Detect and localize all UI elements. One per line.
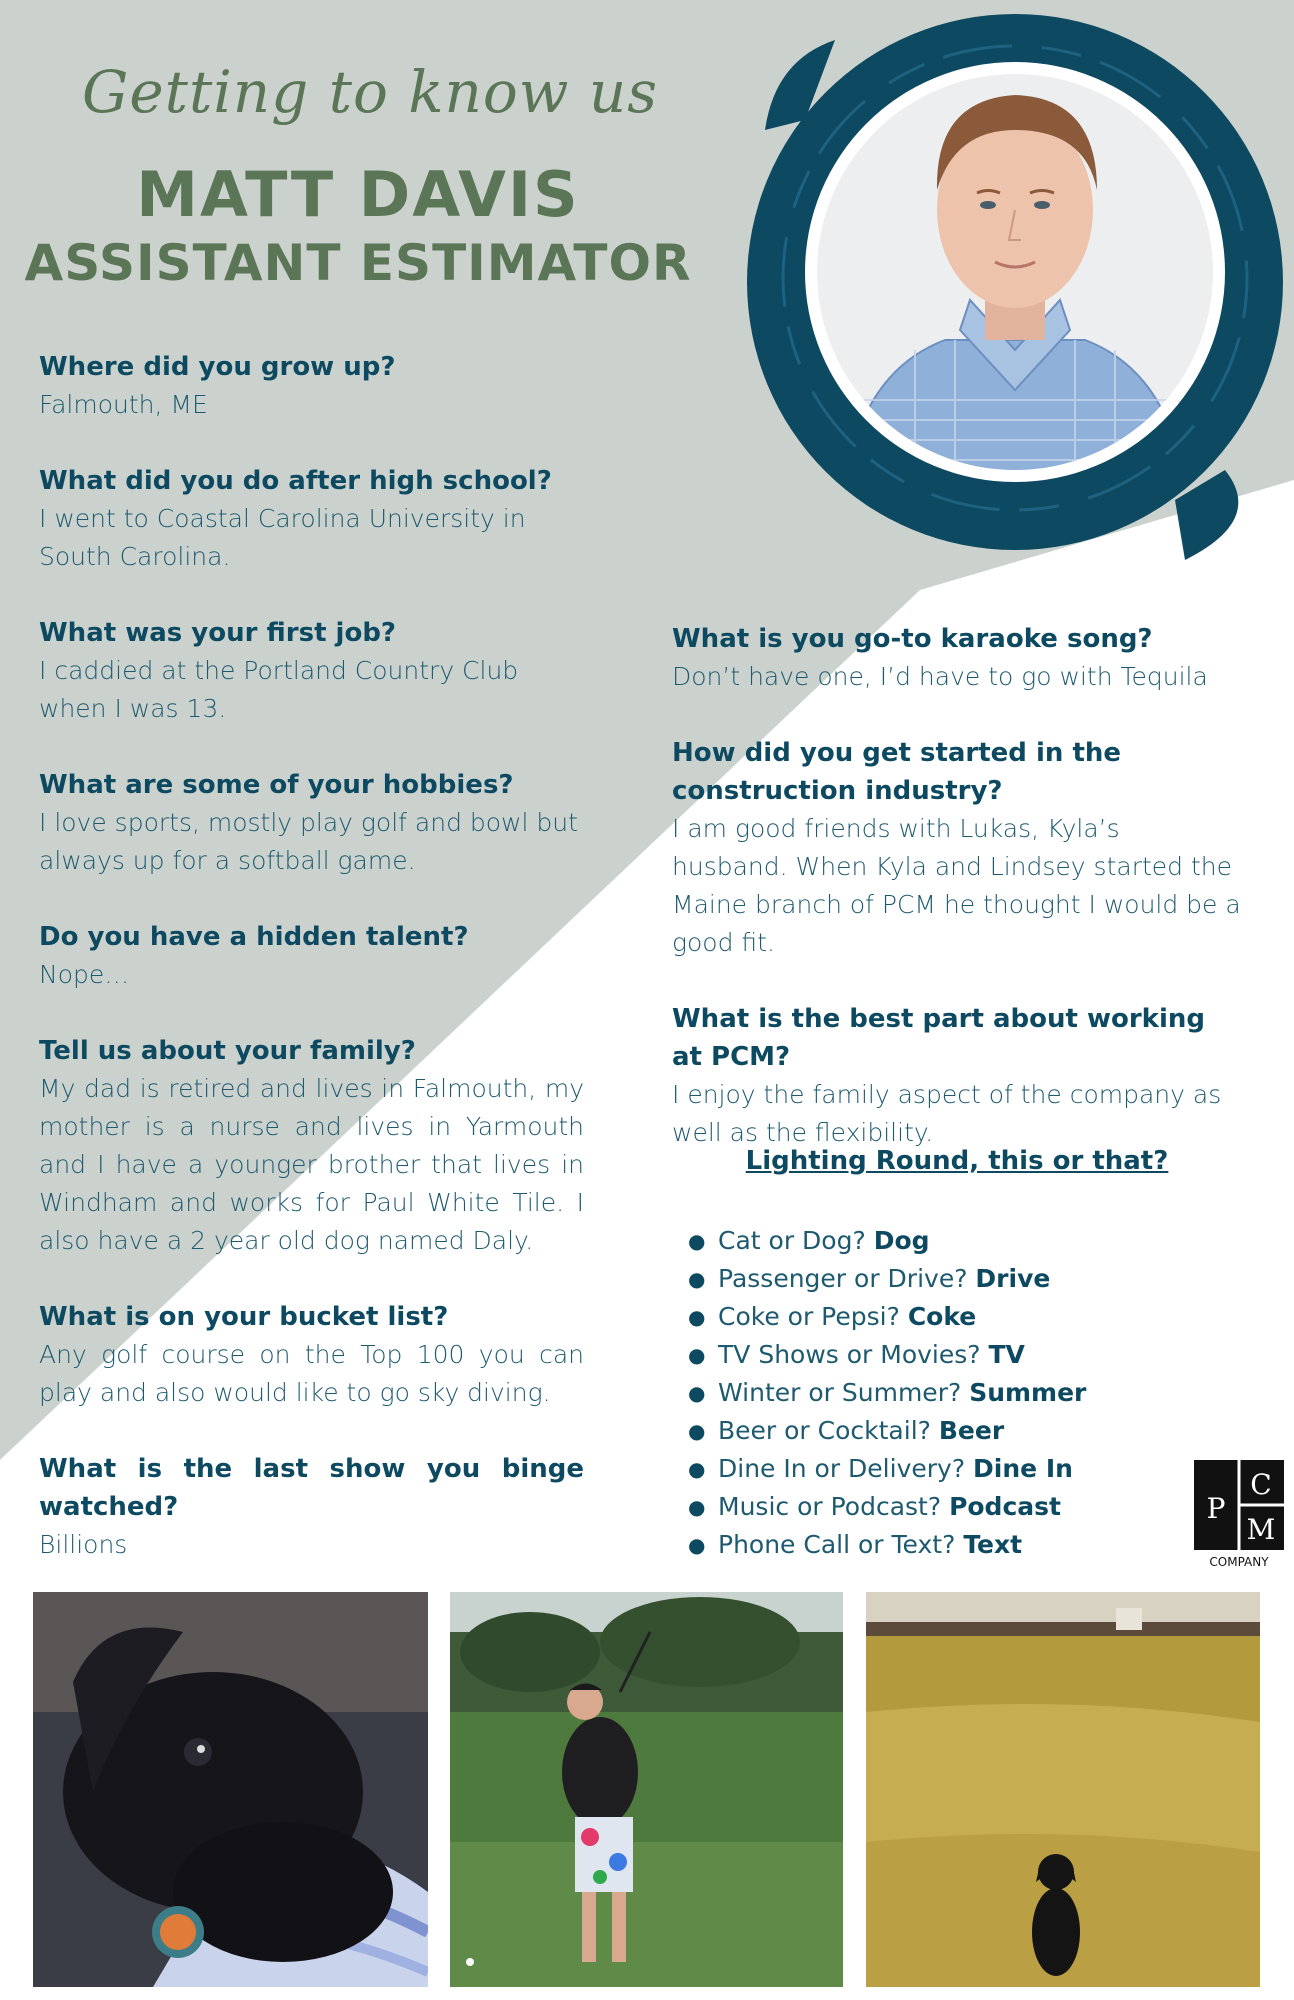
bullet-icon: ● xyxy=(688,1267,706,1291)
item-answer: Coke xyxy=(907,1302,977,1331)
answer: My dad is retired and lives in Falmouth, my mother is a nurse and lives in Yarmouth and I have a younger brother that lives in Windham and works for Paul White Tile. I also have a 2 year old dog named Daly. xyxy=(39,1074,584,1255)
list-item xyxy=(688,1488,1086,1526)
list-item xyxy=(688,1450,1086,1488)
answer: Nope… xyxy=(39,960,130,989)
answer: Don’t have one, I’d have to go with Tequila xyxy=(672,662,1208,691)
bullet-icon: ● xyxy=(688,1305,706,1329)
item-answer: TV xyxy=(988,1340,1025,1369)
item-question: Beer or Cocktail? xyxy=(718,1416,939,1445)
item-question: Dine In or Delivery? xyxy=(718,1454,974,1483)
bullet-icon: ● xyxy=(688,1533,706,1557)
item-answer: Beer xyxy=(938,1416,1005,1445)
item-answer: Text xyxy=(963,1530,1023,1559)
question: What are some of your hobbies? xyxy=(39,770,514,800)
logo-letter-c: C xyxy=(1250,1468,1272,1501)
item-question: Winter or Summer? xyxy=(718,1378,970,1407)
list-item xyxy=(688,1222,1086,1260)
lightning-round-list xyxy=(688,1222,1086,1564)
bullet-icon: ● xyxy=(688,1495,706,1519)
lightning-round-title: Lighting Round, this or that? xyxy=(745,1146,1169,1176)
photo-dog-closeup xyxy=(33,1592,428,1987)
bullet-icon: ● xyxy=(688,1229,706,1253)
item-question: Coke or Pepsi? xyxy=(718,1302,908,1331)
list-item xyxy=(688,1374,1086,1412)
list-item xyxy=(688,1412,1086,1450)
qa-grow-up xyxy=(39,348,584,424)
answer: I went to Coastal Carolina University in South Carolina. xyxy=(39,504,526,571)
answer: I love sports, mostly play golf and bowl but always up for a softball game. xyxy=(39,808,578,875)
photo-dog-field xyxy=(866,1592,1260,1987)
item-answer: Drive xyxy=(975,1264,1051,1293)
item-answer: Podcast xyxy=(949,1492,1061,1521)
list-item xyxy=(688,1336,1086,1374)
qa-after-high-school xyxy=(39,462,584,576)
item-question: Music or Podcast? xyxy=(718,1492,950,1521)
list-item xyxy=(688,1298,1086,1336)
qa-hobbies xyxy=(39,766,584,880)
qa-binge-watched xyxy=(39,1450,584,1564)
portrait-frame xyxy=(705,0,1294,600)
employee-role: ASSISTANT ESTIMATOR xyxy=(24,234,692,292)
script-heading: Getting to know us xyxy=(81,58,659,126)
item-answer: Dog xyxy=(873,1226,930,1255)
photo-golf-swing xyxy=(450,1592,843,1987)
employee-name: MATT DAVIS xyxy=(136,158,580,231)
bullet-icon: ● xyxy=(688,1419,706,1443)
item-answer: Dine In xyxy=(973,1454,1073,1483)
question: What is on your bucket list? xyxy=(39,1302,449,1332)
bullet-icon: ● xyxy=(688,1381,706,1405)
qa-karaoke xyxy=(672,620,1242,696)
logo-letter-p: P xyxy=(1206,1492,1226,1525)
item-question: TV Shows or Movies? xyxy=(718,1340,989,1369)
question: Do you have a hidden talent? xyxy=(39,922,469,952)
question: What is the last show you binge watched? xyxy=(39,1454,584,1522)
question: What is you go-to karaoke song? xyxy=(672,624,1153,654)
bullet-icon: ● xyxy=(688,1343,706,1367)
answer: I am good friends with Lukas, Kyla’s husband. When Kyla and Lindsey started the Maine branch of PCM he thought I would be a good fit. xyxy=(672,814,1241,957)
item-answer: Summer xyxy=(969,1378,1087,1407)
question: How did you get started in the construction industry? xyxy=(672,738,1122,806)
question: What was your first job? xyxy=(39,618,397,648)
list-item xyxy=(688,1260,1086,1298)
item-question: Phone Call or Text? xyxy=(718,1530,964,1559)
answer: Any golf course on the Top 100 you can play and also would like to go sky diving. xyxy=(39,1340,584,1407)
question: Where did you grow up? xyxy=(39,352,396,382)
bullet-icon: ● xyxy=(688,1457,706,1481)
item-question: Cat or Dog? xyxy=(718,1226,874,1255)
answer: I enjoy the family aspect of the company as well as the flexibility. xyxy=(672,1080,1222,1147)
logo-company-text: COMPANY xyxy=(1209,1555,1269,1569)
logo-letter-m: M xyxy=(1246,1513,1276,1546)
qa-family xyxy=(39,1032,584,1260)
qa-first-job xyxy=(39,614,584,728)
item-question: Passenger or Drive? xyxy=(718,1264,976,1293)
question: What is the best part about working at PCM? xyxy=(672,1004,1205,1072)
qa-best-part xyxy=(672,1000,1242,1152)
qa-hidden-talent xyxy=(39,918,584,994)
question: What did you do after high school? xyxy=(39,466,552,496)
question: Tell us about your family? xyxy=(39,1036,416,1066)
qa-construction-start xyxy=(672,734,1242,962)
qa-bucket-list xyxy=(39,1298,584,1412)
answer: Falmouth, ME xyxy=(39,390,208,419)
pcm-company-logo xyxy=(1194,1460,1284,1570)
answer: I caddied at the Portland Country Club when I was 13. xyxy=(39,656,519,723)
answer: Billions xyxy=(39,1530,128,1559)
list-item xyxy=(688,1526,1086,1564)
